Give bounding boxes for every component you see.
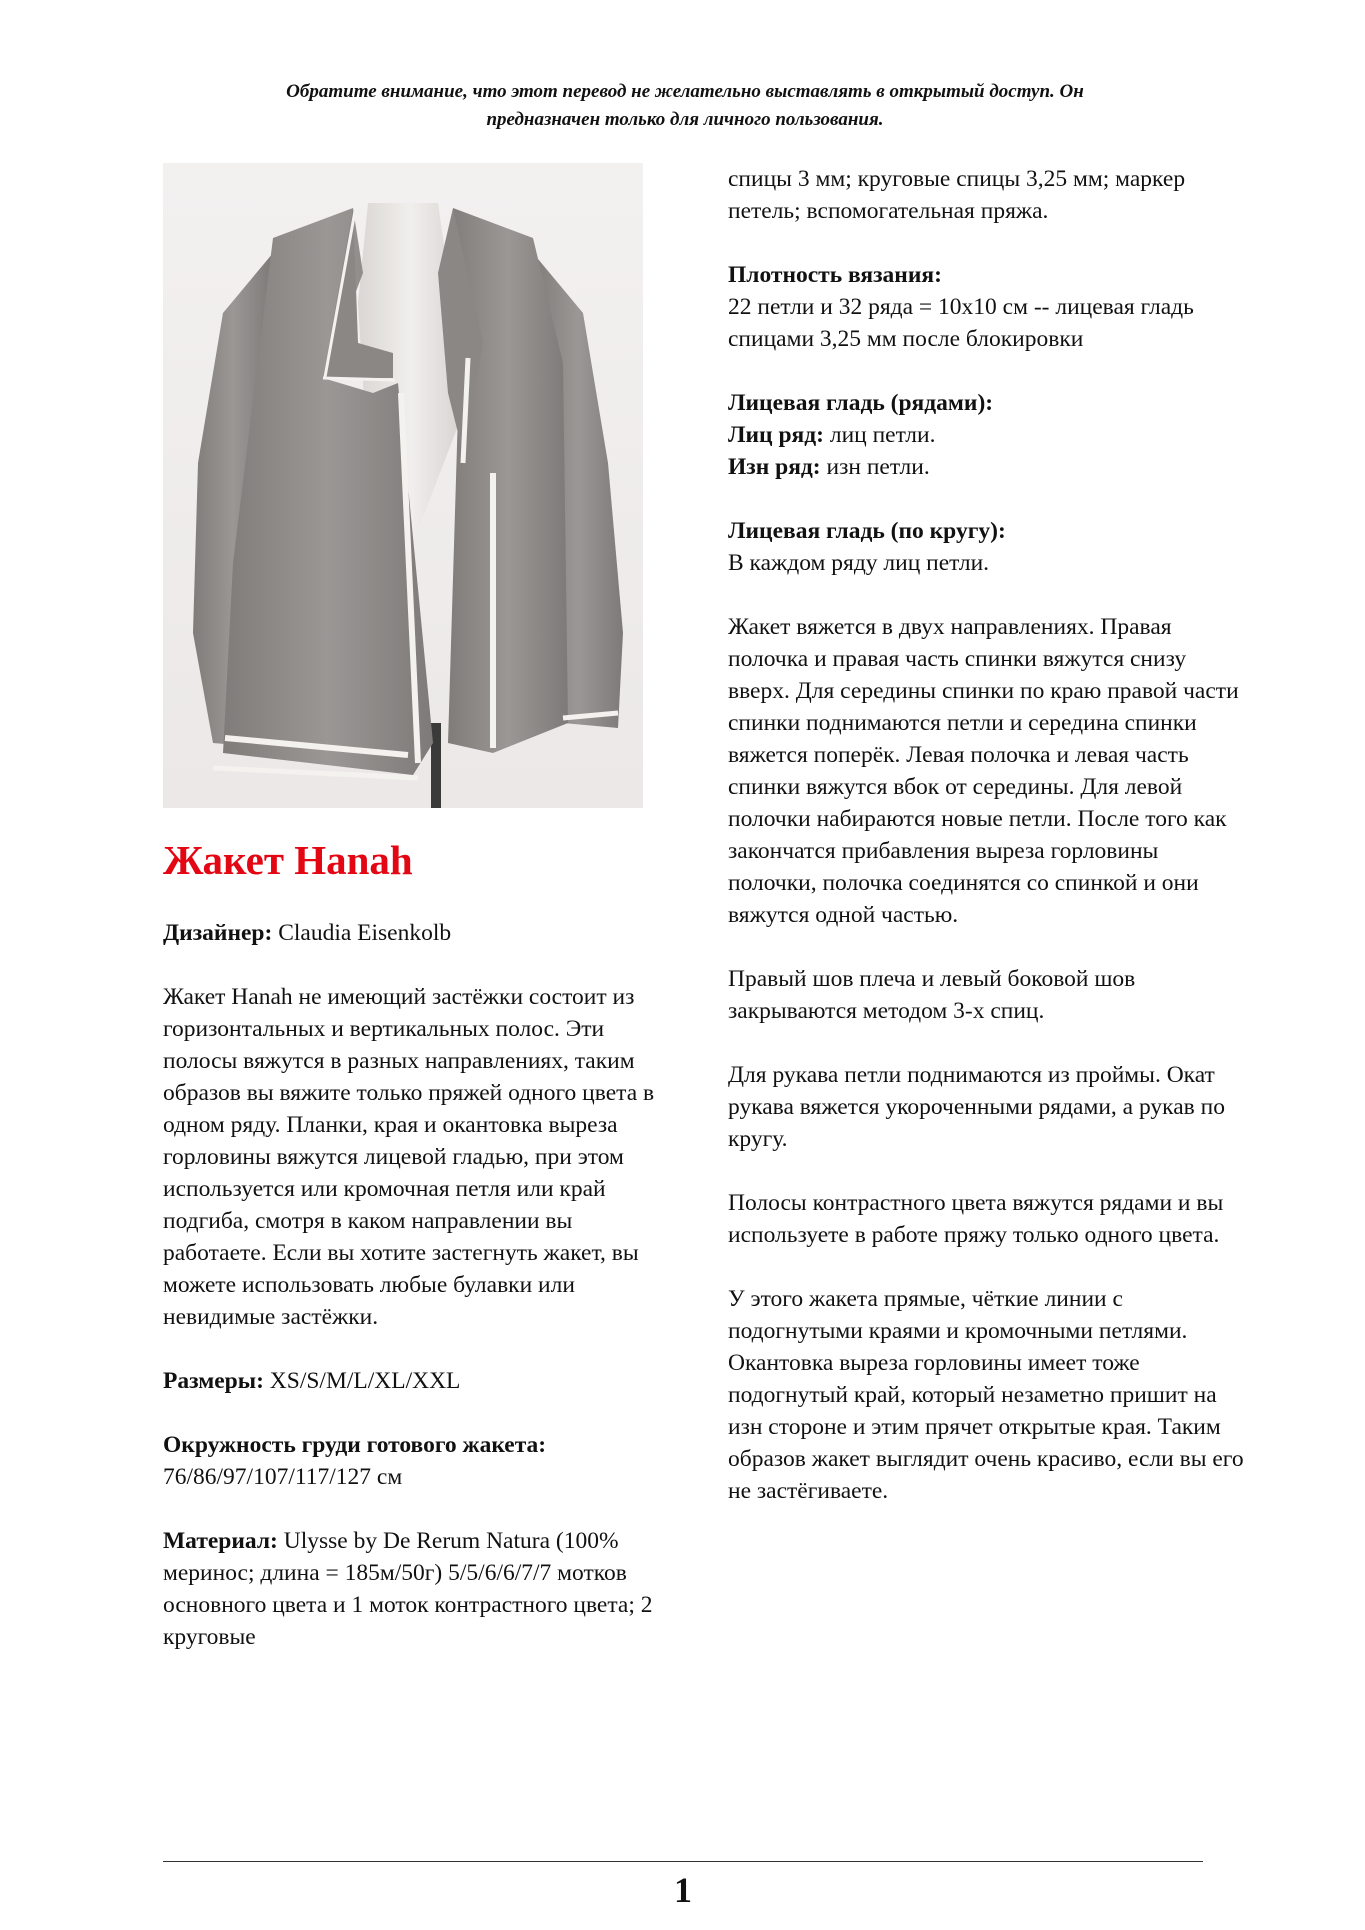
page-title: Жакет Hanah: [163, 837, 413, 883]
stockinette-rows-label: Лицевая гладь (рядами):: [728, 390, 994, 416]
right-column: [728, 163, 1248, 1539]
left-column: [163, 835, 663, 1685]
material-value: Ulysse by De Rerum Natura (100% меринос; длина = 185м/50г) 5/5/6/6/7/7 мотков основного цвета и 1 моток контрастного цвета; 2 круговые: [163, 1528, 653, 1650]
ws-label: Изн ряд:: [728, 454, 821, 480]
sleeve-paragraph: Для рукава петли поднимаются из проймы. Окат рукава вяжется укороченными рядами, а рукав по кругу.: [728, 1062, 1225, 1152]
sizes-label: Размеры:: [163, 1368, 264, 1394]
sizes-line: [163, 1365, 663, 1397]
notice-line-1: Обратите внимание, что этот перевод не желательно выставлять в открытый доступ. Он: [286, 81, 1084, 102]
material-continued: спицы 3 мм; круговые спицы 3,25 мм; маркер петель; вспомогательная пряжа.: [728, 166, 1186, 224]
translation-notice: [165, 78, 1205, 134]
chest-block: [163, 1429, 663, 1493]
chest-value: 76/86/97/107/117/127 см: [163, 1464, 403, 1490]
page-number: 1: [674, 1870, 692, 1910]
stockinette-round-block: [728, 515, 1248, 579]
stockinette-round-label: Лицевая гладь (по кругу):: [728, 518, 1006, 544]
sizes-value: XS/S/M/L/XL/XXL: [263, 1368, 461, 1394]
jacket-photo: [163, 163, 643, 808]
stripes-paragraph: Полосы контрастного цвета вяжутся рядами и вы используете в работе пряжу только одного цвета.: [728, 1190, 1224, 1248]
chest-label: Окружность груди готового жакета:: [163, 1432, 547, 1458]
seams-paragraph: Правый шов плеча и левый боковой шов закрываются методом 3-х спиц.: [728, 966, 1136, 1024]
stockinette-round-value: В каждом ряду лиц петли.: [728, 550, 990, 576]
material-label: Материал:: [163, 1528, 278, 1554]
rs-value: лиц петли.: [823, 422, 936, 448]
material-block: [163, 1525, 663, 1653]
gauge-label: Плотность вязания:: [728, 262, 942, 288]
description-paragraph: Жакет Hanah не имеющий застёжки состоит из горизонтальных и вертикальных полос. Эти полосы вяжутся в разных направлениях, таким образов вы вяжите только пряжей одного цвета в одном ряду. Планки, края и окантовка выреза горловины вяжутся лицевой гладью, при этом используется или кромочная петля или край подгиба, смотря в каком направлении вы работаете. Если вы хотите застегнуть жакет, вы можете использовать любые булавки или невидимые застёжки.: [163, 984, 655, 1330]
rs-label: Лиц ряд:: [728, 422, 824, 448]
designer-line: [163, 917, 663, 949]
finishing-paragraph: У этого жакета прямые, чёткие линии с подогнутыми краями и кромочными петлями. Окантовка выреза горловины имеет тоже подогнутый край, который незаметно пришит на изн стороне и этим прячет открытые края. Таким образов жакет выглядит очень красиво, если вы его не застёгиваете.: [728, 1286, 1244, 1504]
construction-paragraph: Жакет вяжется в двух направлениях. Правая полочка и правая часть спинки вяжутся снизу вверх. Для середины спинки по краю правой части спинки поднимаются петли и середина спинки вяжется поперёк. Левая полочка и левая часть спинки вяжутся вбок от середины. Для левой полочки набираются новые петли. После того как закончатся прибавления выреза горловины полочки, полочка соединятся со спинкой и они вяжутся одной частью.: [728, 614, 1239, 928]
gauge-value: 22 петли и 32 ряда = 10х10 см -- лицевая гладь спицами 3,25 мм после блокировки: [728, 294, 1194, 352]
stockinette-rows-block: [728, 387, 1248, 483]
ws-value: изн петли.: [820, 454, 930, 480]
gauge-block: [728, 259, 1248, 355]
jacket-illustration: [163, 163, 643, 808]
notice-line-2: предназначен только для личного пользования.: [486, 109, 884, 130]
designer-label: Дизайнер:: [163, 920, 273, 946]
footer-rule: [163, 1861, 1203, 1862]
designer-value: Claudia Eisenkolb: [272, 920, 452, 946]
